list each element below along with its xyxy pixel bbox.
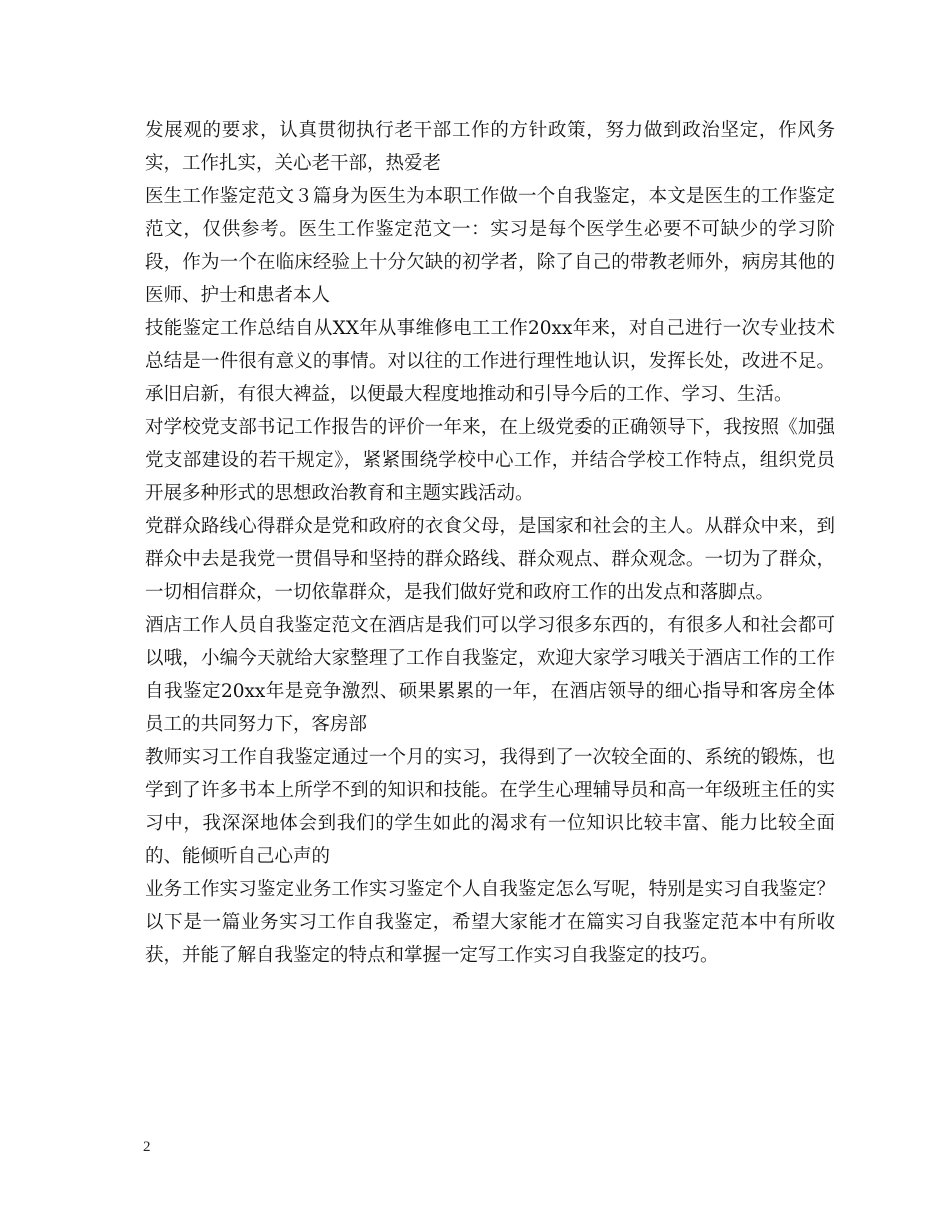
paragraph: 业务工作实习鉴定业务工作实习鉴定个人自我鉴定怎么写呢，特别是实习自我鉴定？以下是一篇业务实习工作自我鉴定，希望大家能才在篇实习自我鉴定范本中有所收获，并能了解自我鉴定的特点和掌握一定写工作实习自我鉴定的技巧。 bbox=[145, 879, 835, 966]
paragraph: 党群众路线心得群众是党和政府的衣食父母，是国家和社会的主人。从群众中来，到群众中去是我党一贯倡导和坚持的群众路线、群众观点、群众观念。一切为了群众，一切相信群众，一切依靠群众，是我们做好党和政府工作的出发点和落脚点。 bbox=[145, 516, 835, 603]
paragraph: 对学校党支部书记工作报告的评价一年来，在上级党委的正确领导下，我按照《加强党支部建设的若干规定》，紧紧围绕学校中心工作，并结合学校工作特点，组织党员开展多种形式的思想政治教育和主题实践活动。 bbox=[145, 417, 835, 504]
paragraph: 教师实习工作自我鉴定通过一个月的实习，我得到了一次较全面的、系统的锻炼，也学到了许多书本上所学不到的知识和技能。在学生心理辅导员和高一年级班主任的实习中，我深深地体会到我们的学生如此的渴求有一位知识比较丰富、能力比较全面的、能倾听自己心声的 bbox=[145, 747, 835, 867]
paragraph: 酒店工作人员自我鉴定范文在酒店是我们可以学习很多东西的，有很多人和社会都可以哦，小编今天就给大家整理了工作自我鉴定，欢迎大家学习哦关于酒店工作的工作自我鉴定20xx年是竞争激烈、硕果累累的一年，在酒店领导的细心指导和客房全体员工的共同努力下，客房部 bbox=[145, 615, 835, 735]
paragraph: 技能鉴定工作总结自从XX年从事维修电工工作20xx年来，对自己进行一次专业技术总结是一件很有意义的事情。对以往的工作进行理性地认识，发挥长处，改进不足。承旧启新，有很大裨益，以便最大程度地推动和引导今后的工作、学习、生活。 bbox=[145, 318, 835, 405]
paragraph: 发展观的要求，认真贯彻执行老干部工作的方针政策，努力做到政治坚定，作风务实，工作扎实，关心老干部，热爱老 bbox=[145, 120, 835, 174]
document-body bbox=[145, 114, 835, 972]
paragraph: 医生工作鉴定范文３篇身为医生为本职工作做一个自我鉴定，本文是医生的工作鉴定范文，仅供参考。医生工作鉴定范文一：实习是每个医学生必要不可缺少的学习阶段，作为一个在临床经验上十分欠缺的初学者，除了自己的带教老师外，病房其他的医师、护士和患者本人 bbox=[145, 186, 835, 306]
page-number: 2 bbox=[143, 1139, 151, 1155]
